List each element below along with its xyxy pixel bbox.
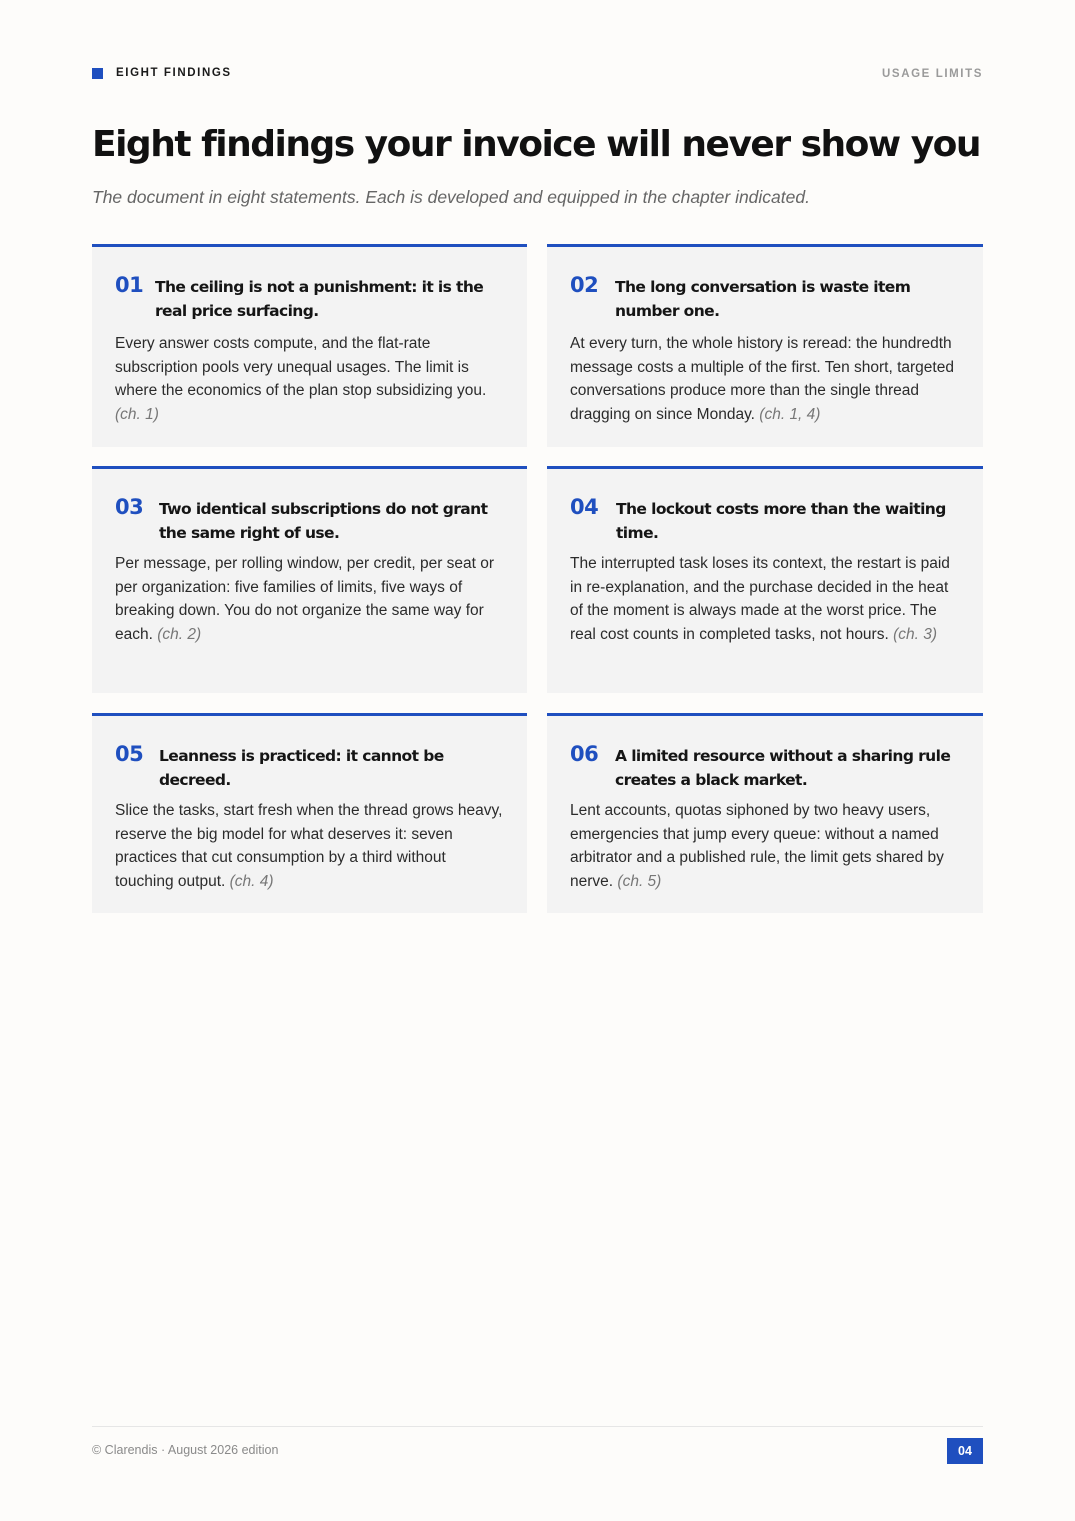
chapter-reference: (ch. 3) (893, 625, 938, 643)
finding-number: 03 (115, 495, 144, 519)
section-label-group (92, 67, 232, 79)
chapter-reference: (ch. 4) (229, 872, 274, 890)
finding-title: Two identical subscriptions do not grant the same right of use. (159, 500, 488, 542)
finding-body (570, 332, 963, 426)
footer-copyright: © Clarendis · August 2026 edition (92, 1443, 279, 1457)
finding-text: Lent accounts, quotas siphoned by two heavy users, emergencies that jump every queue: without a named arbitrator and a published rule, the limit gets shared by nerve. (570, 802, 944, 890)
finding-card-05 (92, 713, 527, 913)
finding-body (570, 799, 963, 893)
footer-divider (92, 1426, 983, 1427)
finding-body (115, 332, 507, 426)
finding-number: 05 (115, 742, 144, 766)
finding-card-06 (547, 713, 983, 913)
finding-text: Per message, per rolling window, per credit, per seat or per organization: five families of limits, five ways of breaking down. You do not organize the same way for each. (115, 555, 495, 643)
finding-title: The ceiling is not a punishment: it is the real price surfacing. (155, 278, 484, 320)
section-label: EIGHT FINDINGS (116, 67, 232, 79)
finding-header (115, 273, 507, 323)
chapter-reference: (ch. 2) (157, 625, 202, 643)
finding-number: 02 (570, 273, 599, 297)
finding-body (570, 552, 963, 646)
chapter-reference: (ch. 5) (617, 872, 662, 890)
finding-title: Leanness is practiced: it cannot be decreed. (159, 747, 444, 789)
finding-text: Slice the tasks, start fresh when the thread grows heavy, reserve the big model for what deserves it: seven practices that cut consumption by a third without touching output. (115, 802, 503, 890)
finding-card-02 (547, 244, 983, 447)
finding-text: Every answer costs compute, and the flat-rate subscription pools very unequal usages. The limit is where the economics of the plan stop subsidizing you. (115, 335, 487, 399)
chapter-reference: (ch. 1, 4) (759, 405, 821, 423)
finding-title: The long conversation is waste item number one. (615, 278, 911, 320)
finding-number: 01 (115, 273, 144, 297)
finding-header (570, 273, 963, 323)
finding-title: The lockout costs more than the waiting time. (616, 500, 946, 542)
finding-header (115, 742, 507, 792)
finding-header (115, 495, 507, 545)
finding-number: 06 (570, 742, 599, 766)
finding-title: A limited resource without a sharing rule creates a black market. (615, 747, 951, 789)
section-marker-icon (92, 68, 103, 79)
finding-header (570, 495, 963, 545)
document-label: USAGE LIMITS (882, 68, 983, 80)
finding-text: At every turn, the whole history is reread: the hundredth message costs a multiple of the first. Ten short, targeted conversations produce more than the single thread dragging on since Monday. (570, 335, 954, 423)
finding-header (570, 742, 963, 792)
page-number-badge: 04 (947, 1438, 983, 1464)
finding-card-04 (547, 466, 983, 693)
page-subtitle: The document in eight statements. Each is developed and equipped in the chapter indicated. (92, 187, 810, 207)
finding-text: The interrupted task loses its context, the restart is paid in re-explanation, and the purchase decided in the heat of the moment is always made at the worst price. The real cost counts in completed tasks, not hours. (570, 555, 950, 643)
finding-card-03 (92, 466, 527, 693)
page-title: Eight findings your invoice will never show you (92, 124, 981, 165)
finding-body (115, 552, 507, 646)
finding-body (115, 799, 507, 893)
chapter-reference: (ch. 1) (115, 405, 159, 423)
finding-card-01 (92, 244, 527, 447)
finding-number: 04 (570, 495, 599, 519)
